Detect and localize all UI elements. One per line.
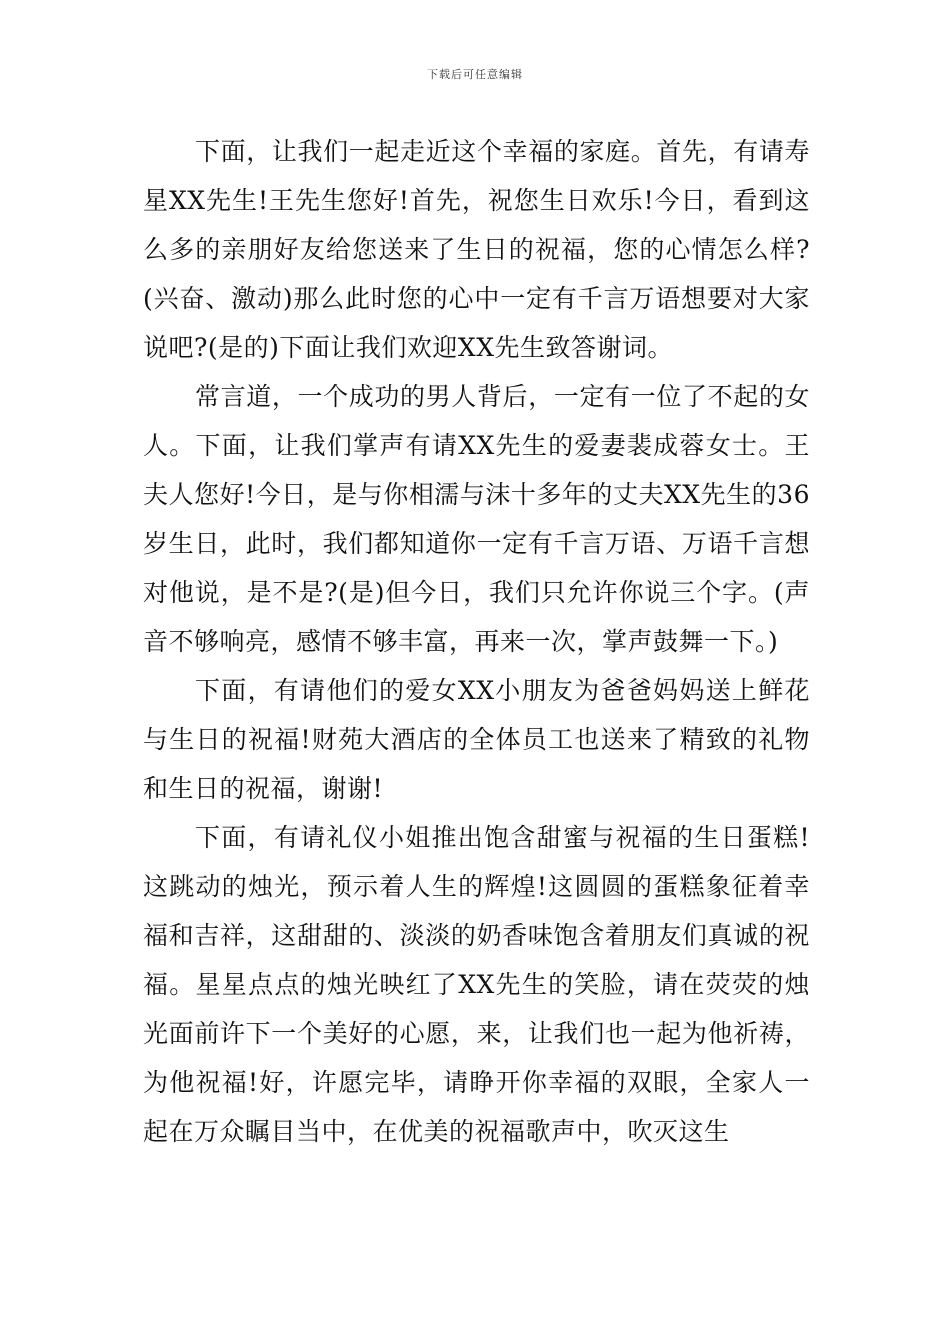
document-body (143, 127, 810, 1156)
paragraph: 下面，让我们一起走近这个幸福的家庭。首先，有请寿星XX先生!王先生您好!首先，祝您生日欢乐!今日，看到这么多的亲朋好友给您送来了生日的祝福，您的心情怎么样?(兴奋、激动)那么此时您的心中一定有千言万语想要对大家说吧?(是的)下面让我们欢迎XX先生致答谢词。 (143, 137, 810, 362)
paragraph: 常言道，一个成功的男人背后，一定有一位了不起的女人。下面，让我们掌声有请XX先生的爱妻裴成蓉女士。王夫人您好!今日，是与你相濡与沫十多年的丈夫XX先生的36岁生日，此时，我们都知道你一定有千言万语、万语千言想对他说，是不是?(是)但今日，我们只允许你说三个字。(声音不够响亮，感情不够丰富，再来一次，掌声鼓舞一下。) (143, 382, 810, 656)
paragraph: 下面，有请礼仪小姐推出饱含甜蜜与祝福的生日蛋糕!这跳动的烛光，预示着人生的辉煌!这圆圆的蛋糕象征着幸福和吉祥，这甜甜的、淡淡的奶香味饱含着朋友们真诚的祝福。星星点点的烛光映红了XX先生的笑脸，请在荧荧的烛光面前许下一个美好的心愿，来，让我们也一起为他祈祷，为他祝福!好，许愿完毕，请睁开你幸福的双眼，全家人一起在万众瞩目当中，在优美的祝福歌声中，吹灭这生 (143, 823, 810, 1146)
paragraph: 下面，有请他们的爱女XX小朋友为爸爸妈妈送上鲜花与生日的祝福!财苑大酒店的全体员工也送来了精致的礼物和生日的祝福，谢谢! (143, 676, 810, 803)
page-header-note: 下载后可任意编辑 (427, 68, 523, 81)
